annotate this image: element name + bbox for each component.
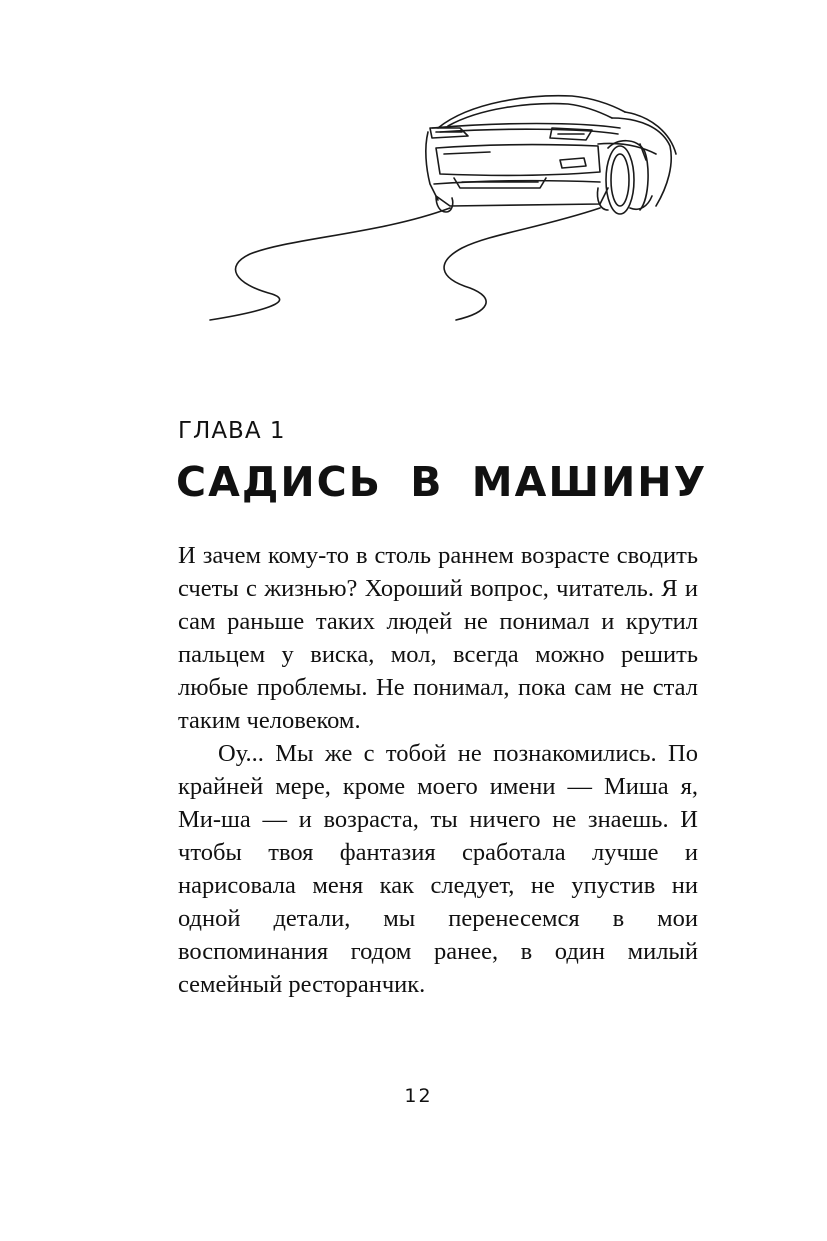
car-on-road-illustration bbox=[200, 88, 690, 328]
paragraph-2: Оу... Мы же с тобой не познакомились. По крайней мере, кроме моего имени — Миша я, Ми-ша — и возраста, ты ничего не знаешь. И чтобы твоя фантазия сработала лучше и нарисовала меня как следует, не упустив ни одной детали, мы перенесемся в мои воспоминания годом ранее, в один милый семейный ресторанчик. bbox=[178, 740, 698, 998]
body-text bbox=[178, 539, 698, 1001]
chapter-title: САДИСЬ В МАШИНУ bbox=[176, 458, 708, 506]
chapter-label: ГЛАВА 1 bbox=[178, 418, 286, 444]
paragraph-1: И зачем кому-то в столь раннем возрасте сводить счеты с жизнью? Хороший вопрос, читатель. Я и сам раньше таких людей не понимал и крутил пальцем у виска, мол, всегда можно решить любые проблемы. Не понимал, пока сам не стал таким человеком. bbox=[178, 542, 698, 734]
page-number: 12 bbox=[404, 1085, 433, 1107]
